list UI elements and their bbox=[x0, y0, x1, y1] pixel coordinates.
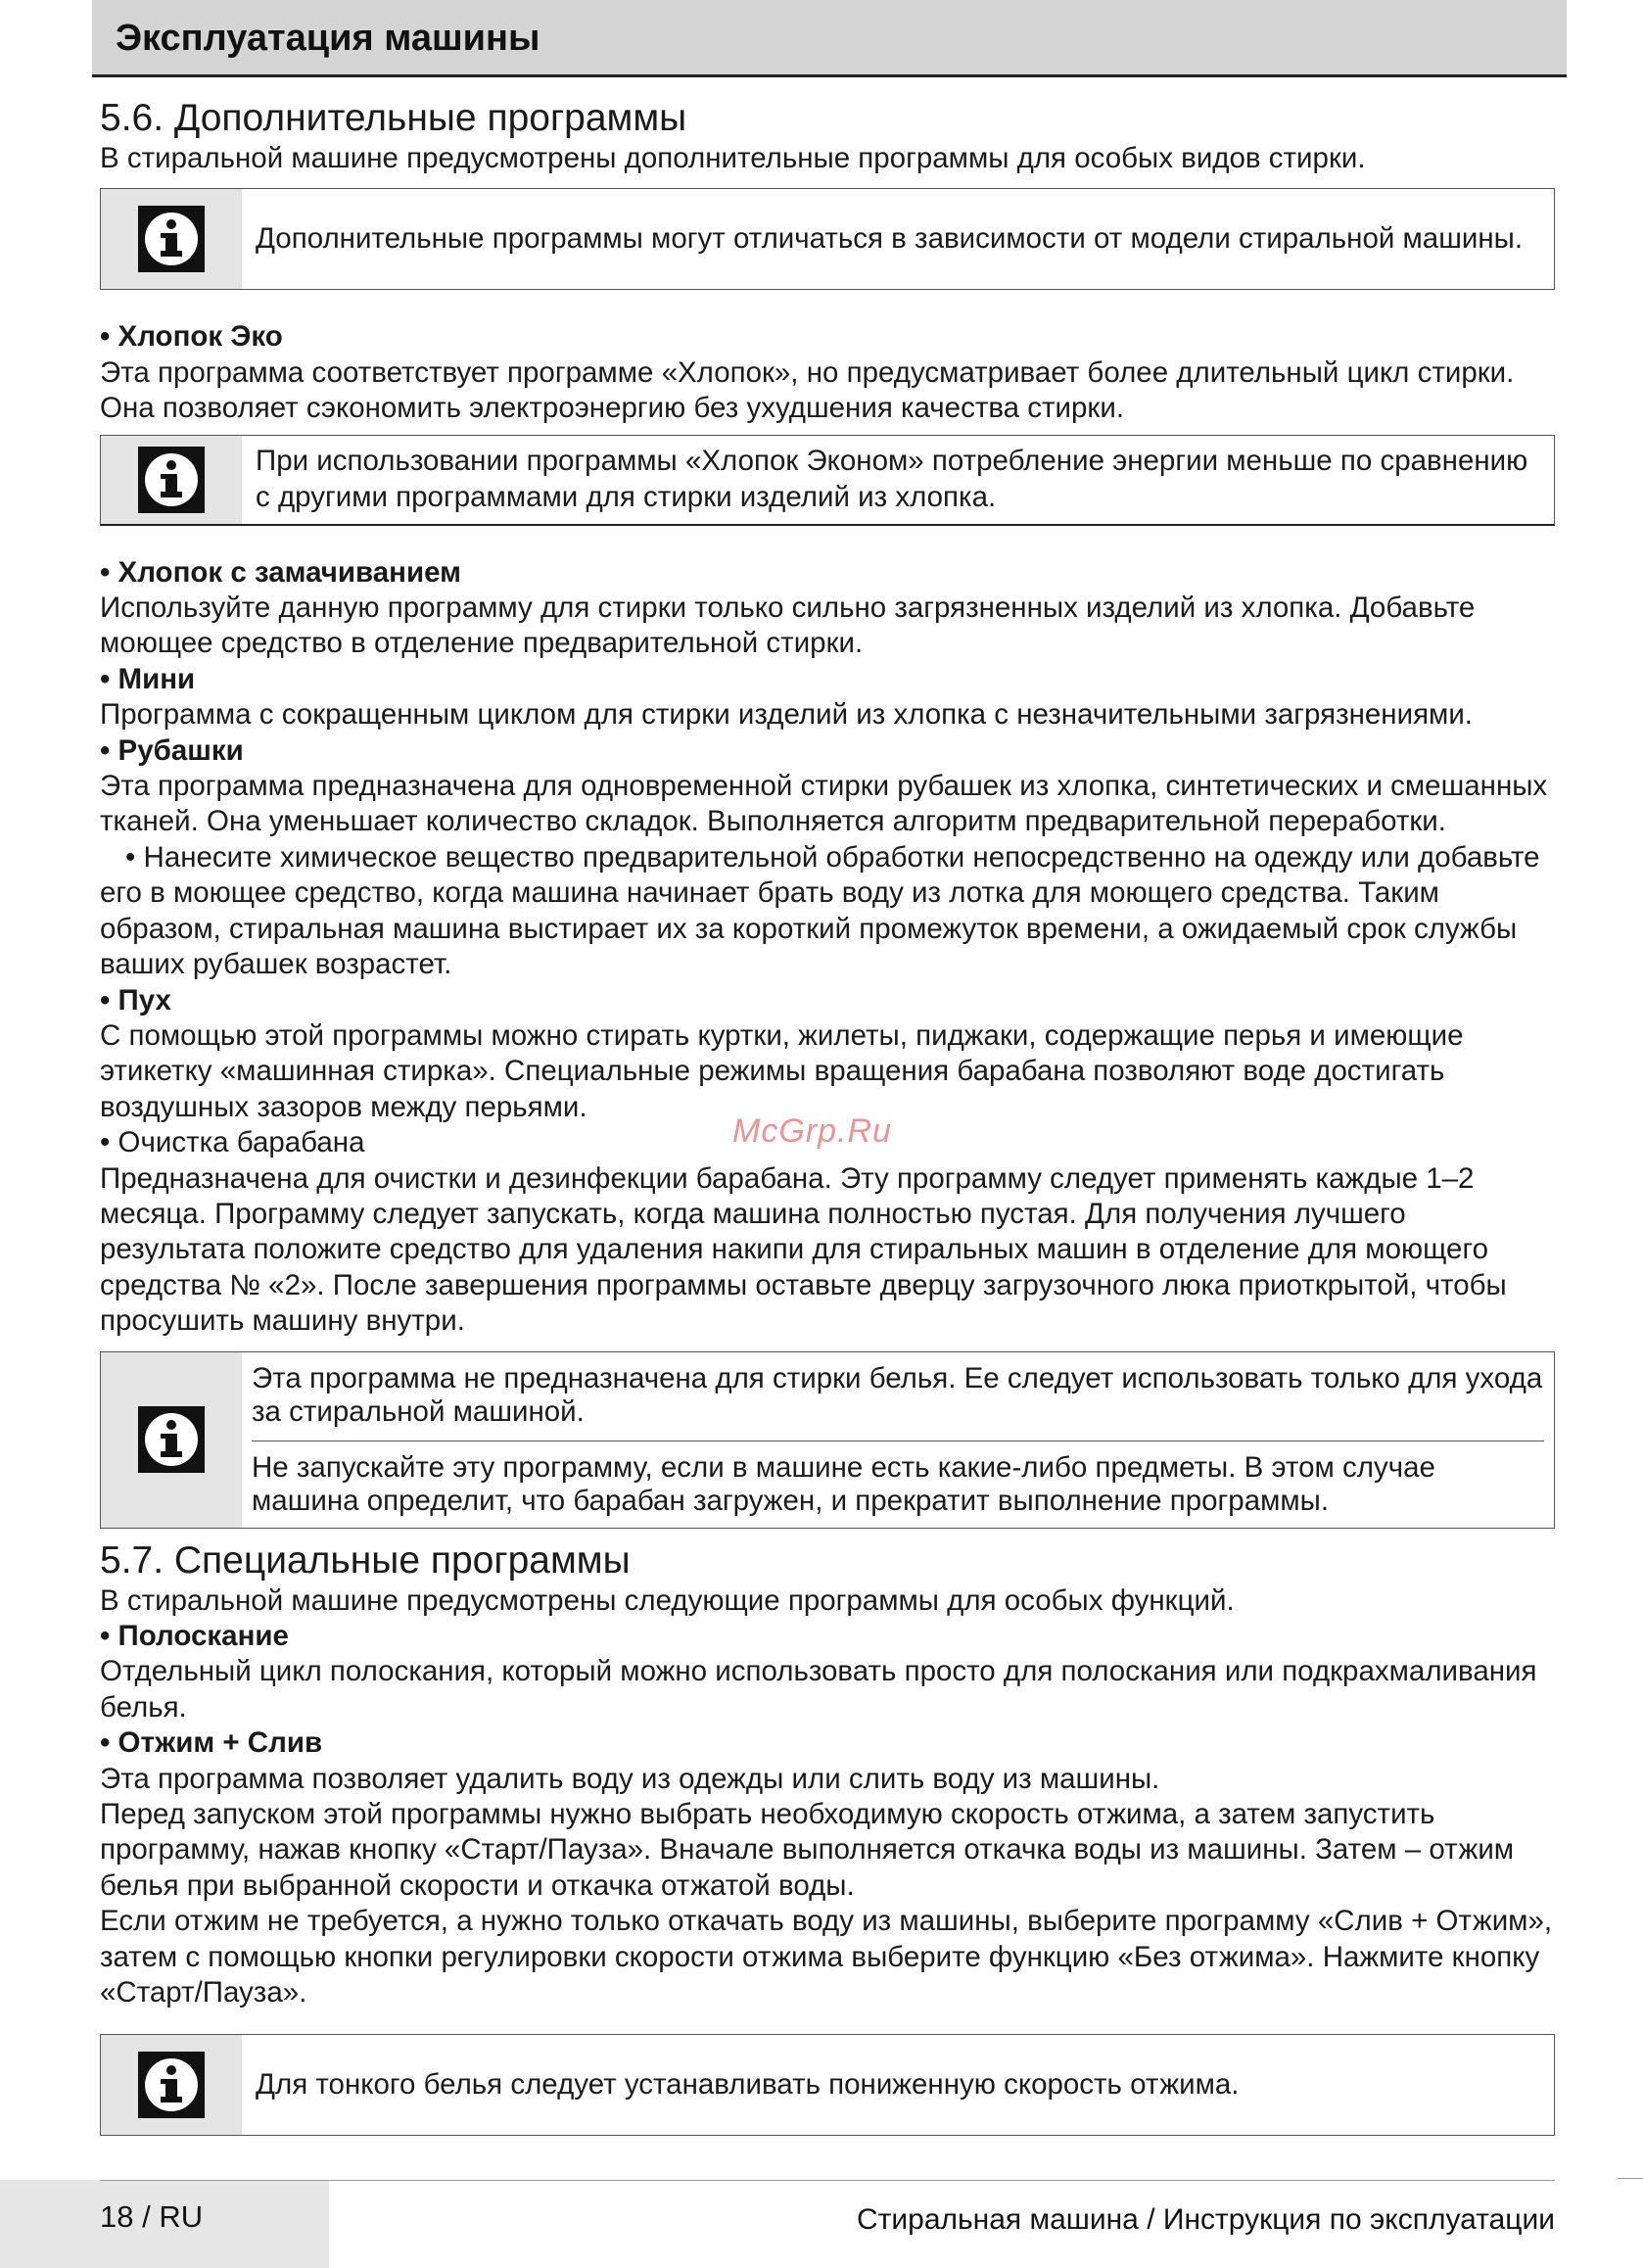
note-text: Для тонкого белья следует устанавливать пониженную скорость отжима. bbox=[256, 2068, 1240, 2102]
info-note bbox=[100, 2034, 1555, 2136]
program-heading: • Очистка барабана bbox=[100, 1126, 365, 1159]
footer-divider bbox=[100, 2180, 1555, 2181]
info-icon bbox=[138, 206, 205, 272]
program-description: Программа с сокращенным циклом для стирки изделий из хлопка с незначительными загрязнениями. bbox=[100, 698, 1473, 732]
program-heading: • Пух bbox=[100, 983, 171, 1016]
info-note bbox=[100, 1351, 1555, 1529]
program-description: С помощью этой программы можно стирать куртки, жилеты, пиджаки, содержащие перья и имеющие этикетку «машинная стирка». Специальные режимы вращения барабана позволяют воде достигать воздушных зазоров между перьями. bbox=[100, 1018, 1464, 1123]
program-description: • Нанесите химическое вещество предварительной обработки непосредственно на одежду или добавьте его в моющее средство, когда машина начинает брать воду из лотка для моющего средства. Таким образом, стиральная машина выстирает их за короткий промежуток времени, а ожидаемый срок службы ваших рубашек возрастет. bbox=[100, 840, 1540, 981]
program-description: Если отжим не требуется, а нужно только откачать воду из машины, выберите программу «Слив + Отжим», затем с помощью кнопки регулировки скорости отжима выберите функцию «Без отжима». Нажмите кнопку «Старт/Пауза». bbox=[100, 1905, 1553, 2009]
program-description: Перед запуском этой программы нужно выбрать необходимую скорость отжима, а затем запустить программу, нажав кнопку «Старт/Пауза». Вначале выполняется откачка воды из машины. Затем – отжим белья при выбранной скорости и откачка отжатой воды. bbox=[100, 1798, 1515, 1902]
program-heading: • Рубашки bbox=[100, 733, 244, 767]
program-description: Предназначена для очистки и дезинфекции барабана. Эту программу следует применять каждые 1–2 месяца. Программу следует запускать, когда машина полностью пустая. Для получения лучшего результата положите средство для удаления накипи для стиральных машин в отделение для моющего средства № «2». После завершения программы оставьте дверцу загрузочного люка приоткрытой, чтобы просушить машину внутри. bbox=[100, 1161, 1507, 1338]
program-heading: • Мини bbox=[100, 662, 196, 695]
info-note bbox=[100, 188, 1555, 290]
watermark: McGrp.Ru bbox=[732, 1112, 892, 1150]
program-heading: • Отжим + Слив bbox=[100, 1726, 323, 1760]
note-text: Эта программа не предназначена для стирки белья. Ее следует использовать только для ухода за стиральной машиной. bbox=[252, 1361, 1543, 1428]
note-text: Дополнительные программы могут отличаться в зависимости от модели стиральной машины. bbox=[256, 222, 1524, 256]
info-note bbox=[100, 435, 1555, 526]
note-text: Не запускайте эту программу, если в машине есть какие-либо предметы. В этом случае машина определит, что барабан загружен, и прекратит выполнение программы. bbox=[252, 1441, 1544, 1522]
footer-divider-right bbox=[1618, 2178, 1643, 2179]
program-heading: • Хлопок Эко bbox=[100, 320, 283, 354]
program-description: Используйте данную программу для стирки только сильно загрязненных изделий из хлопка. Добавьте моющее средство в отделение предварительной стирки. bbox=[100, 591, 1476, 660]
page-header bbox=[92, 0, 1567, 77]
section-intro: В стиральной машине предусмотрены дополнительные программы для особых видов стирки. bbox=[100, 142, 1366, 174]
program-description: Отдельный цикл полоскания, который можно использовать просто для полоскания или подкрахмаливания белья. bbox=[100, 1655, 1537, 1724]
page-number: 18 / RU bbox=[100, 2199, 204, 2234]
program-description: Эта программа предназначена для одновременной стирки рубашек из хлопка, синтетических и смешанных тканей. Она уменьшает количество складок. Выполняется алгоритм предварительной переработки. bbox=[100, 770, 1548, 838]
note-text: При использовании программы «Хлопок Эконом» потребление энергии меньше по сравнению с другими программами для стирки изделий из хлопка. bbox=[256, 445, 1528, 513]
section-intro: В стиральной машине предусмотрены следующие программы для особых функций. bbox=[100, 1583, 1235, 1617]
program-description: Эта программа соответствует программе «Хлопок», но предусматривает более длительный цикл стирки. Она позволяет сэкономить электроэнергию без ухудшения качества стирки. bbox=[100, 355, 1515, 425]
info-icon bbox=[138, 2052, 205, 2118]
program-heading: • Хлопок с замачиванием bbox=[100, 555, 461, 589]
info-icon bbox=[138, 447, 205, 513]
section-title-5-7: 5.7. Специальные программы bbox=[100, 1538, 631, 1582]
info-icon bbox=[138, 1406, 205, 1473]
header-title: Эксплуатация машины bbox=[116, 18, 540, 59]
footer-document-title: Стиральная машина / Инструкция по эксплуатации bbox=[856, 2203, 1555, 2236]
program-heading: • Полоскание bbox=[100, 1619, 289, 1652]
section-title-5-6: 5.6. Дополнительные программы bbox=[100, 97, 687, 139]
program-description: Эта программа позволяет удалить воду из одежды или слить воду из машины. bbox=[100, 1762, 1160, 1795]
